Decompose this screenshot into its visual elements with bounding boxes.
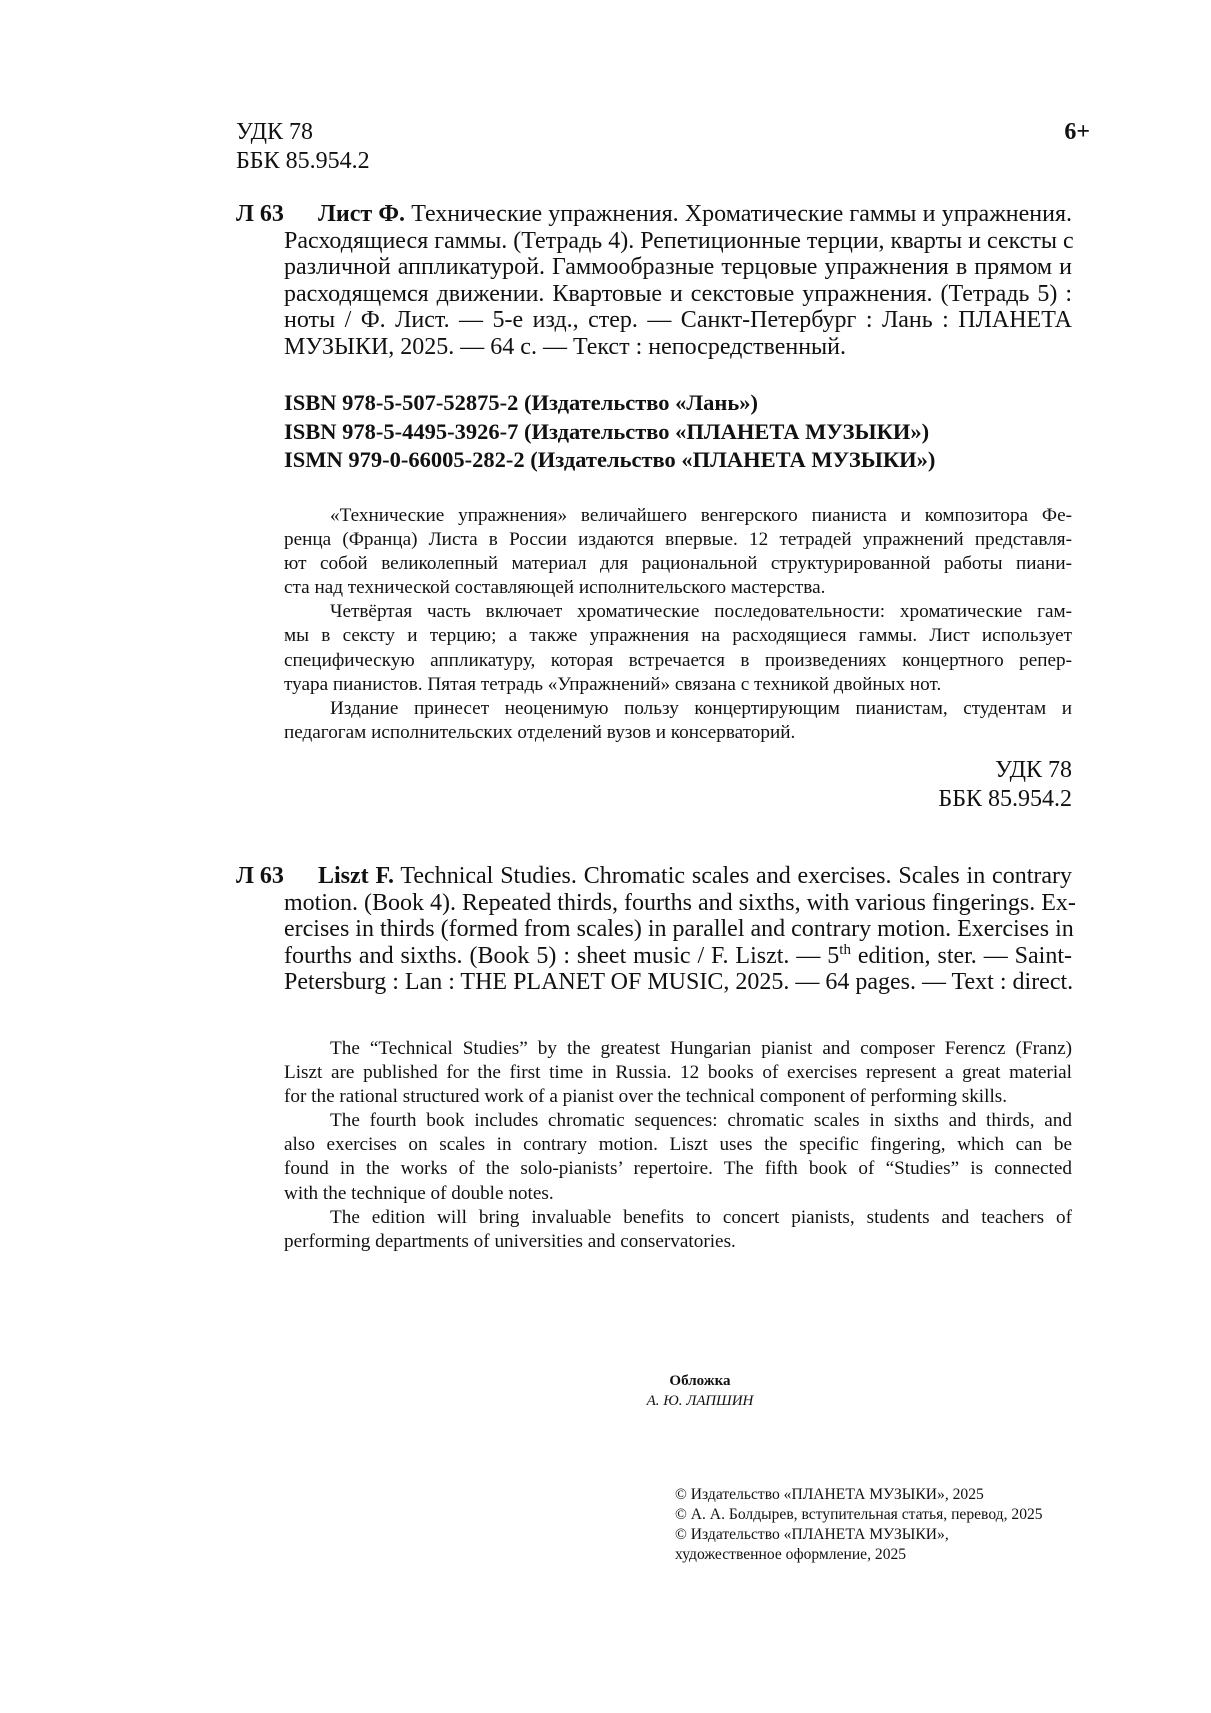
copyright-block: [675, 1485, 1043, 1565]
annotation-line: The edition will bring invaluable benefits to concert pianists, students and teachers of: [330, 1206, 1072, 1228]
edition-superscript: th: [839, 941, 851, 958]
annotation-line: also exercises on scales in contrary motion. Liszt uses the specific fingering, which can be: [284, 1134, 1072, 1156]
author-mark: Л 63: [236, 201, 284, 227]
entry-line: Расходящиеся гаммы. (Тетрадь 4). Репетиционные терции, кварты и сексты с: [284, 227, 1074, 254]
annotation-line: Издание принесет неоценимую пользу концертирующим пианистам, студентам и: [330, 697, 1072, 719]
author-name: Liszt F.: [318, 863, 394, 889]
author-mark: Л 63: [236, 863, 284, 889]
udk-code: УДК 78: [995, 757, 1072, 783]
annotation-line: туара пианистов. Пятая тетрадь «Упражнений» связана с техникой двойных нот.: [284, 673, 942, 695]
entry-line: [284, 943, 1072, 970]
cover-designer: А. Ю. ЛАПШИН: [646, 1393, 754, 1409]
entry-line: МУЗЫКИ, 2025. — 64 с. — Текст : непосредственный.: [284, 333, 847, 360]
age-rating: 6+: [1064, 119, 1090, 145]
entry-line: [284, 863, 1072, 890]
udk-code: УДК 78: [236, 119, 313, 145]
en-annotation: [284, 1037, 1072, 1254]
annotation-line: found in the works of the solo-pianists’ repertoire. The fifth book of “Studies” is connected: [284, 1158, 1072, 1180]
entry-line: [284, 201, 1072, 228]
annotation-line: ренца (Франца) Листа в России издаются впервые. 12 тетрадей упражнений представля-: [284, 529, 1072, 551]
copyright-line: © А. А. Болдырев, вступительная статья, перевод, 2025: [675, 1506, 1043, 1523]
isbn-lan: ISBN 978-5-507-52875-2 (Издательство «Лань»): [284, 390, 759, 415]
annotation-line: «Технические упражнения» величайшего венгерского пианиста и композитора Фе-: [330, 505, 1072, 526]
entry-line: Petersburg : Lan : THE PLANET OF MUSIC, 2025. — 64 pages. — Text : direct.: [284, 969, 1074, 995]
annotation-line: Четвёртая часть включает хроматические последовательности: хроматические гам-: [330, 601, 1072, 623]
isbn-block: [284, 389, 935, 475]
entry-line: расходящемся движении. Квартовые и секстовые упражнения. (Тетрадь 5) :: [284, 280, 1072, 307]
en-bibliographic-entry: [236, 863, 1076, 996]
entry-line: ноты / Ф. Лист. — 5-е изд., стер. — Санкт-Петербург : Лань : ПЛАНЕТА: [284, 307, 1072, 333]
bbk-code: ББК 85.954.2: [938, 786, 1072, 812]
annotation-line: Liszt are published for the first time in Russia. 12 books of exercises represent a great material: [284, 1062, 1072, 1084]
bbk-code: ББК 85.954.2: [236, 148, 370, 174]
ru-bibliographic-entry: [236, 201, 1072, 360]
ismn-planeta: ISMN 979-0-66005-282-2 (Издательство «ПЛАНЕТА МУЗЫКИ»): [284, 447, 936, 472]
isbn-planeta: ISBN 978-5-4495-3926-7 (Издательство «ПЛАНЕТА МУЗЫКИ»): [284, 418, 930, 444]
author-name: Лист Ф.: [318, 201, 405, 227]
ru-annotation: [284, 504, 1072, 745]
annotation-line: performing departments of universities and conservatories.: [284, 1230, 736, 1252]
bottom-classification-codes: [872, 756, 1072, 814]
annotation-line: The “Technical Studies” by the greatest Hungarian pianist and composer Ferencz (Franz): [330, 1038, 1072, 1059]
entry-text: fourths and sixths. (Book 5) : sheet music / F. Liszt. — 5: [284, 942, 840, 969]
annotation-line: ют собой великолепный материал для рациональной структурированной работы пиани-: [284, 553, 1072, 575]
annotation-line: специфическую аппликатуру, которая встречается в произведениях концертного репер-: [284, 649, 1072, 671]
annotation-line: for the rational structured work of a pianist over the technical component of performing skills.: [284, 1086, 1008, 1108]
top-classification-codes: [236, 118, 370, 176]
entry-text: edition, ster. — Saint-: [850, 942, 1073, 969]
copyright-line: © Издательство «ПЛАНЕТА МУЗЫКИ»,: [675, 1526, 949, 1543]
annotation-line: педагогам исполнительских отделений вузов и консерваторий.: [284, 721, 796, 743]
cover-label: Обложка: [669, 1373, 731, 1389]
annotation-line: The fourth book includes chromatic sequences: chromatic scales in sixths and thirds, and: [330, 1110, 1072, 1132]
cover-credit: [540, 1371, 860, 1411]
entry-line: различной аппликатурой. Гаммообразные терцовые упражнения в прямом и: [284, 254, 1072, 280]
annotation-line: мы в сексту и терцию; а также упражнения на расходящиеся гаммы. Лист использует: [284, 625, 1072, 647]
entry-text: Технические упражнения. Хроматические гаммы и упражнения.: [404, 201, 1073, 227]
annotation-line: ста над технической составляющей исполнительского мастерства.: [284, 577, 826, 599]
copyright-line: © Издательство «ПЛАНЕТА МУЗЫКИ», 2025: [675, 1486, 984, 1503]
entry-line: ercises in thirds (formed from scales) in parallel and contrary motion. Exercises in: [284, 916, 1074, 942]
entry-line: motion. (Book 4). Repeated thirds, fourths and sixths, with various fingerings. Ex-: [284, 889, 1076, 916]
entry-text: Technical Studies. Chromatic scales and exercises. Scales in contrary: [393, 863, 1073, 889]
annotation-line: with the technique of double notes.: [284, 1182, 554, 1204]
copyright-line: художественное оформление, 2025: [675, 1546, 907, 1563]
